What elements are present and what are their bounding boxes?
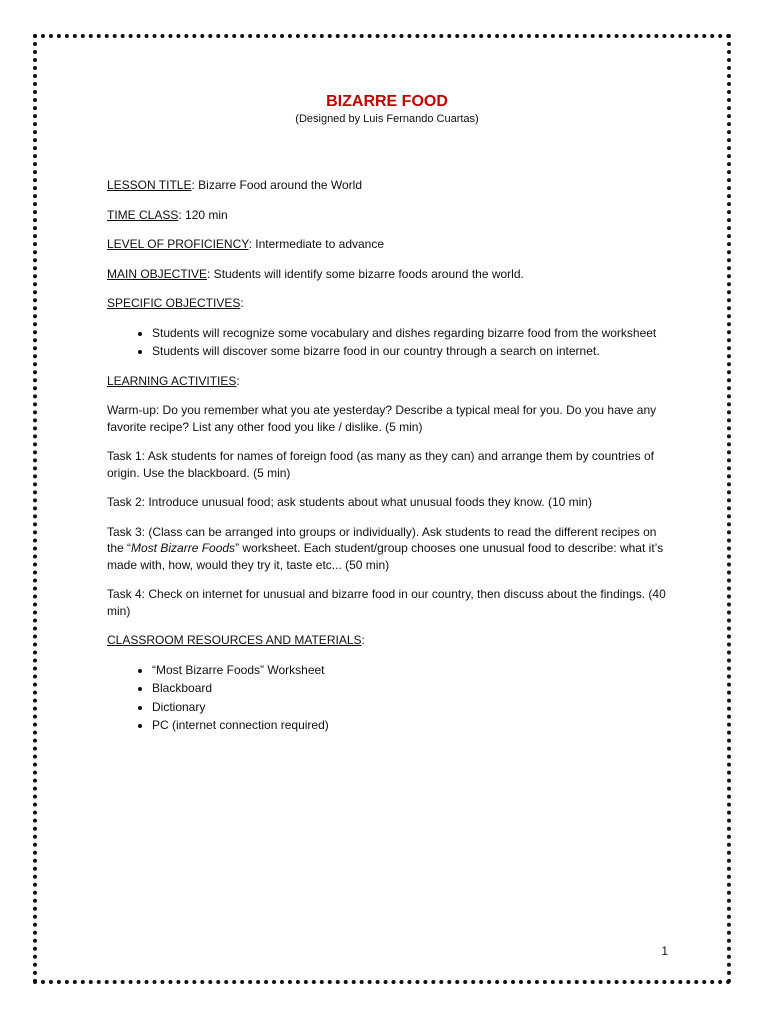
task3-text-start: Task 3: (Class can be arranged into groups or individually). Ask students to read the different recipes on the “ <box>107 524 657 555</box>
specific-objectives-colon: : <box>240 296 244 310</box>
list-item: • PC (internet connection required) <box>152 717 667 734</box>
main-objective-field <box>107 266 667 283</box>
task3-paragraph <box>107 524 667 574</box>
specific-objectives-label: SPECIFIC OBJECTIVES <box>107 296 241 310</box>
worksheet-name: Most Bizarre Foods <box>131 541 236 555</box>
task1-paragraph: Task 1: Ask students for names of foreign food (as many as they can) and arrange them by countries of origin. Use the blackboard. (5 min) <box>107 449 654 480</box>
resources-label: CLASSROOM RESOURCES AND MATERIALS <box>107 633 362 647</box>
specific-objectives-list <box>107 325 667 360</box>
resources-heading <box>107 632 667 649</box>
lesson-title-value: : Bizarre Food around the World <box>191 178 363 192</box>
learning-activities-heading <box>107 373 667 390</box>
lesson-title-label: LESSON TITLE <box>107 178 192 192</box>
time-class-label: TIME CLASS <box>107 207 179 222</box>
learning-activities-colon: : <box>236 373 240 388</box>
resources-list <box>107 662 667 734</box>
resources-colon: : <box>361 633 365 647</box>
task2-paragraph: Task 2: Introduce unusual food; ask students about what unusual foods they know. (10 min) <box>107 495 592 509</box>
main-objective-label: MAIN OBJECTIVE <box>107 266 208 281</box>
level-field <box>107 236 667 253</box>
level-value: : Intermediate to advance <box>248 237 385 251</box>
task4-paragraph: Task 4: Check on internet for unusual and bizarre food in our country, then discuss about the findings. (40 min) <box>107 587 666 618</box>
specific-objectives-heading <box>107 295 667 312</box>
page-number: 1 <box>661 944 668 958</box>
document-title: BIZARRE FOOD <box>326 93 448 110</box>
document-subtitle: (Designed by Luis Fernando Cuartas) <box>295 113 479 125</box>
level-label: LEVEL OF PROFICIENCY <box>107 237 249 251</box>
list-item: • Dictionary <box>152 699 667 716</box>
task3-text-end: ” worksheet. Each student/group chooses one unusual food to describe: what it’s made with, how, would they try it, taste etc... (50 min) <box>107 541 664 572</box>
document-body <box>107 92 667 747</box>
time-class-value: : 120 min <box>178 207 228 222</box>
lesson-title-field <box>107 177 667 194</box>
list-item: • Blackboard <box>152 680 667 697</box>
main-objective-value: : Students will identify some bizarre foods around the world. <box>207 266 524 281</box>
list-item: • “Most Bizarre Foods” Worksheet <box>152 662 667 679</box>
list-item: • Students will recognize some vocabulary and dishes regarding bizarre food from the worksheet <box>152 325 667 342</box>
warmup-paragraph: Warm-up: Do you remember what you ate yesterday? Describe a typical meal for you. Do you have any favorite recipe? List any other food you like / dislike. (5 min) <box>107 403 657 434</box>
time-class-field <box>107 207 667 224</box>
learning-activities-label: LEARNING ACTIVITIES <box>107 373 237 388</box>
list-item: • Students will discover some bizarre food in our country through a search on internet. <box>152 343 667 360</box>
